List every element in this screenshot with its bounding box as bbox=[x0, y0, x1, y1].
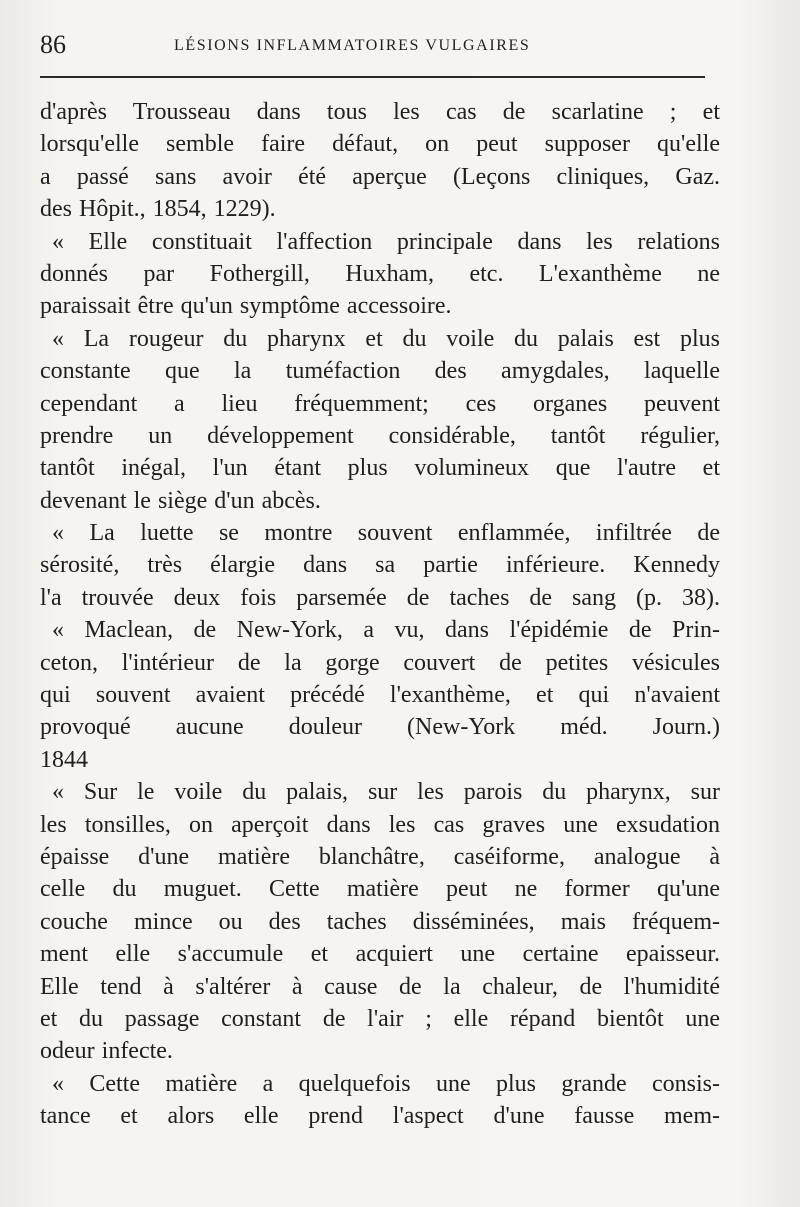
text-line: les tonsilles, on aperçoit dans les cas graves une exsudation bbox=[40, 811, 720, 838]
text-line: « La rougeur du pharynx et du voile du palais est plus bbox=[52, 325, 720, 352]
body-text bbox=[40, 96, 720, 1133]
page-number: 86 bbox=[40, 30, 66, 59]
text-line: tantôt inégal, l'un étant plus volumineux que l'autre et bbox=[40, 455, 720, 482]
text-line: 1844 bbox=[40, 746, 88, 773]
text-line: « La luette se montre souvent enflammée, infiltrée de bbox=[52, 520, 720, 547]
text-line: donnés par Fothergill, Huxham, etc. L'exanthème ne bbox=[40, 260, 720, 287]
text-line: l'a trouvée deux fois parsemée de taches de sang (p. 38). bbox=[40, 584, 720, 611]
text-line: lorsqu'elle semble faire défaut, on peut supposer qu'elle bbox=[40, 131, 720, 158]
running-head: LÉSIONS INFLAMMATOIRES VULGAIRES bbox=[174, 37, 531, 54]
text-line: sérosité, très élargie dans sa partie inférieure. Kennedy bbox=[40, 552, 720, 579]
text-line: « Maclean, de New-York, a vu, dans l'épidémie de Prin- bbox=[52, 617, 720, 644]
text-line: qui souvent avaient précédé l'exanthème, et qui n'avaient bbox=[40, 682, 720, 709]
text-line: Elle tend à s'altérer à cause de la chaleur, de l'humidité bbox=[40, 973, 720, 1000]
text-line: épaisse d'une matière blanchâtre, caséiforme, analogue à bbox=[40, 843, 720, 870]
text-line: « Cette matière a quelquefois une plus grande consis- bbox=[52, 1070, 720, 1097]
text-line: des Hôpit., 1854, 1229). bbox=[40, 196, 276, 223]
text-line: d'après Trousseau dans tous les cas de scarlatine ; et bbox=[40, 99, 720, 125]
text-line: cependant a lieu fréquemment; ces organes peuvent bbox=[40, 390, 720, 417]
text-line: constante que la tuméfaction des amygdales, laquelle bbox=[40, 358, 720, 385]
text-line: a passé sans avoir été aperçue (Leçons cliniques, Gaz. bbox=[40, 163, 720, 190]
text-line: devenant le siège d'un abcès. bbox=[40, 487, 321, 514]
text-line: « Sur le voile du palais, sur les parois du pharynx, sur bbox=[52, 779, 720, 806]
text-line: et du passage constant de l'air ; elle répand bientôt une bbox=[40, 1005, 720, 1032]
text-line: prendre un développement considérable, tantôt régulier, bbox=[40, 422, 720, 449]
text-line: ment elle s'accumule et acquiert une certaine epaisseur. bbox=[40, 941, 720, 968]
text-line: « Elle constituait l'affection principale dans les relations bbox=[52, 228, 720, 255]
text-line: paraissait être qu'un symptôme accessoire. bbox=[40, 293, 452, 320]
text-line: ceton, l'intérieur de la gorge couvert de petites vésicules bbox=[40, 649, 720, 676]
text-line: provoqué aucune douleur (New-York méd. Journ.) bbox=[40, 714, 720, 741]
page-header bbox=[40, 30, 720, 60]
text-line: celle du muguet. Cette matière peut ne former qu'une bbox=[40, 876, 720, 903]
header-rule bbox=[40, 76, 705, 78]
text-line: odeur infecte. bbox=[40, 1038, 173, 1065]
text-line: tance et alors elle prend l'aspect d'une fausse mem- bbox=[40, 1103, 720, 1130]
text-line: couche mince ou des taches disséminées, mais fréquem- bbox=[40, 908, 720, 935]
